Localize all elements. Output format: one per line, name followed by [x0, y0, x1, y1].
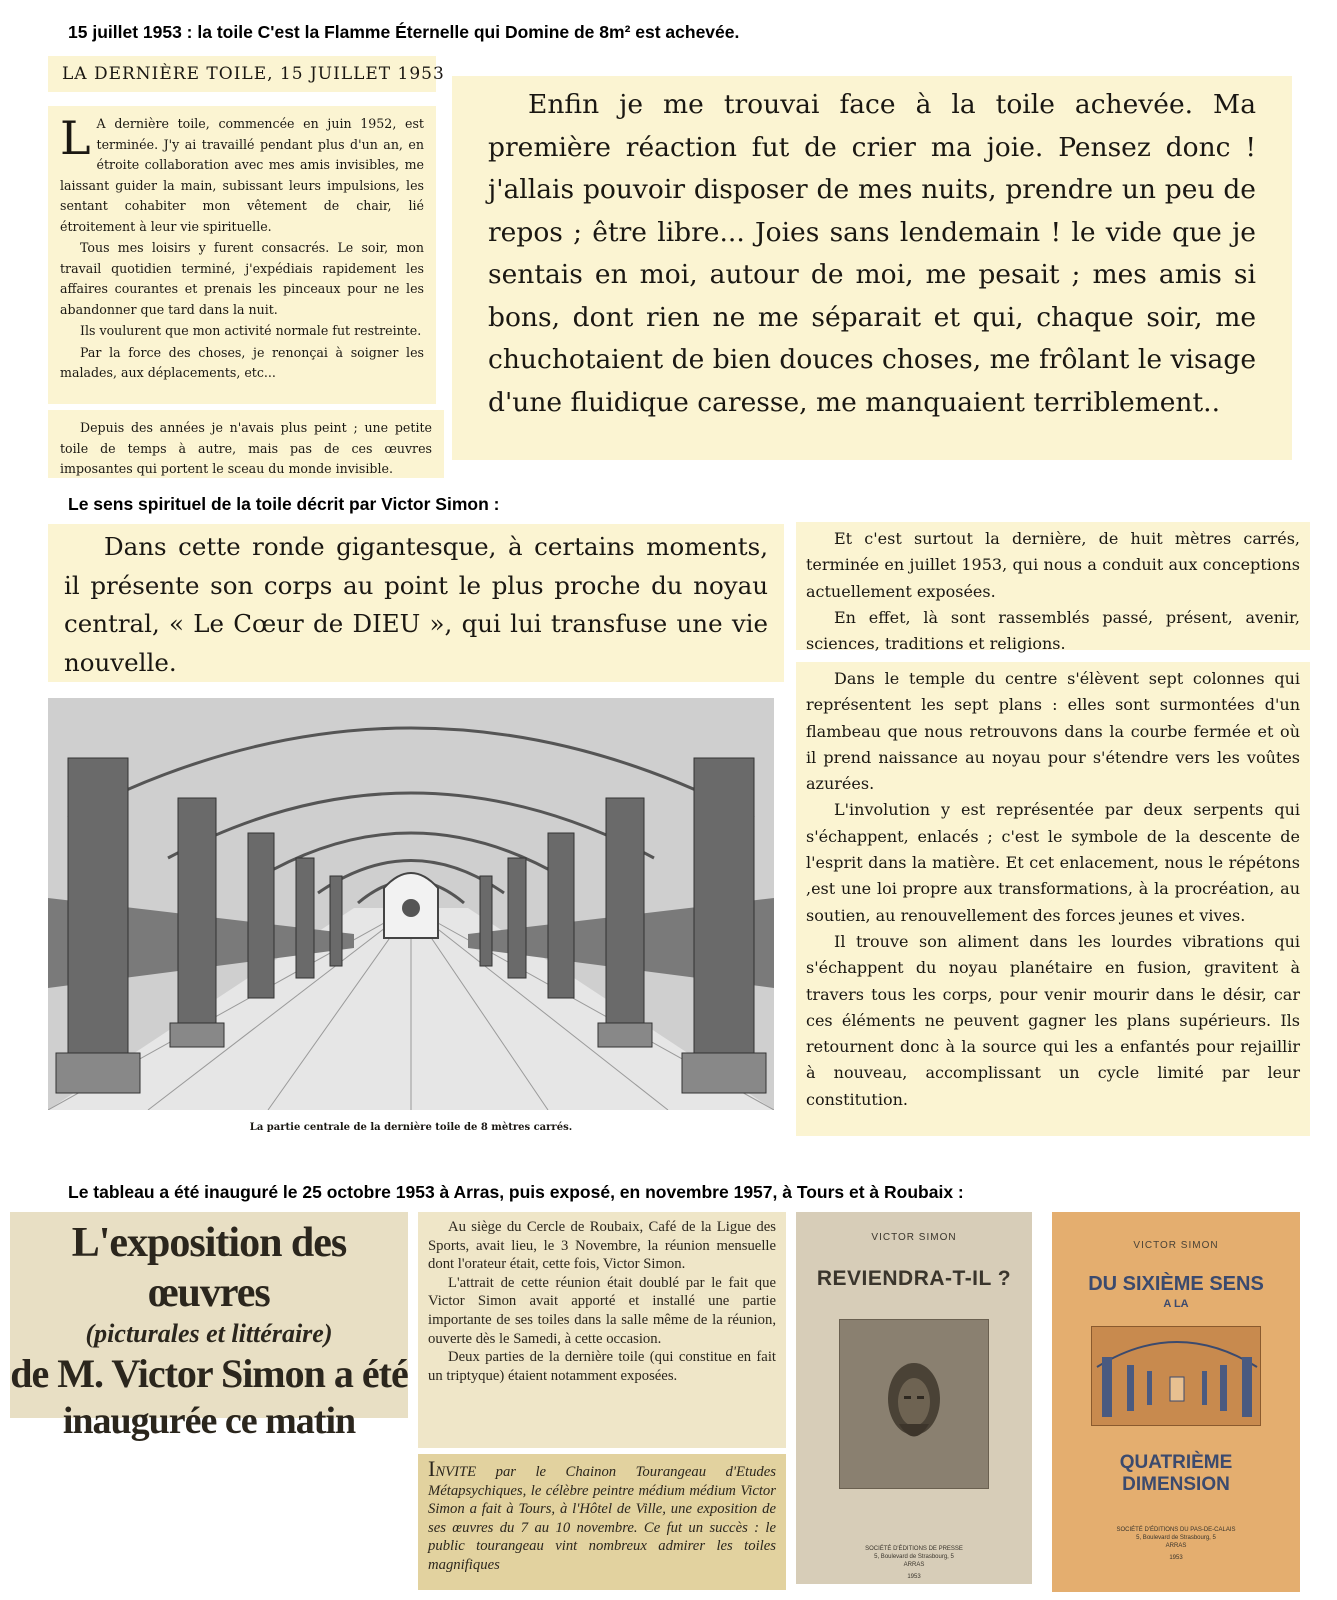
- clip-gigantic-round: [48, 524, 784, 682]
- book-title: DIMENSION: [1122, 1474, 1230, 1495]
- paragraph: Dans cette ronde gigantesque, à certains moments, il présente son corps au point le plus proche du noyau central, « Le Cœur de DIEU », qui lui transfuse une vie nouvelle.: [64, 532, 768, 677]
- newspaper-tours-article: [418, 1454, 786, 1590]
- christ-face-portrait: [839, 1319, 989, 1489]
- book-address: 5, Boulevard de Strasbourg, 5: [1136, 1535, 1216, 1541]
- paragraph: Dans le temple du centre s'élèvent sept colonnes qui représentent les sept plans : elles sont surmontées d'un flambeau que nous retrouvons dans la courbe fermée et où il prend naissance au noyau pour s'étendre vers les voûtes azurées.: [806, 669, 1300, 794]
- paragraph: Au siège du Cercle de Roubaix, Café de la Ligue des Sports, avait lieu, le 3 Novembre, la réunion mensuelle dont l'orateur était, cette fois, Victor Simon.: [428, 1219, 776, 1273]
- heading-spiritual-meaning: Le sens spirituel de la toile décrit par Victor Simon :: [68, 494, 500, 514]
- paragraph: Enfin je me trouvai face à la toile achevée. Ma première réaction fut de crier ma joie. Pensez donc ! j'allais pouvoir disposer de mes nuits, prendre un peu de repos ; être libre... Joies sans lendemain ! le vide que je sentais en moi, autour de moi, me pesait ; mes amis si bons, dont rien ne me séparait et qui, chaque soir, me chuchotaient de bien douces choses, me frôlant le visage d'une fluidique caresse, me manquaient terriblement..: [488, 89, 1256, 418]
- book-colonnade-image: [1091, 1326, 1261, 1426]
- book-address: 5, Boulevard de Strasbourg, 5: [874, 1554, 954, 1560]
- book-author: VICTOR SIMON: [1133, 1240, 1219, 1251]
- colonnade-icon: [1092, 1327, 1262, 1427]
- face-icon: [879, 1354, 949, 1454]
- clip-last-canvas-text: [48, 106, 436, 404]
- paragraph: Ils voulurent que mon activité normale fut restreinte.: [80, 323, 422, 338]
- paragraph: NVITE par le Chainon Tourangeau d'Etudes Métapsychiques, le célèbre peintre médium médium Victor Simon a fait à Tours, à l'Hôtel de Ville, une exposition de ses œuvres du 7 au 10 novembre. Ce fut un succès : le public tourangeau vint nombreux admirer les toiles magnifiques: [428, 1464, 776, 1573]
- painting-image: [48, 698, 774, 1110]
- clip-years-text: [48, 410, 444, 478]
- clip-eight-square-meters: [796, 522, 1310, 654]
- paragraph: L'involution y est représentée par deux serpents qui s'échappent, enlacés ; c'est le symbole de la descente de l'esprit dans la matière. Et cet enlacement, nous le répétons ,est une loi propre aux transformations, à la procréation, au soutien, au renouvellement des forces jeunes et vives.: [806, 800, 1300, 925]
- book-title: A LA: [1163, 1298, 1189, 1310]
- book-publisher: SOCIÉTÉ D'ÉDITIONS DE PRESSE: [865, 1546, 963, 1552]
- paragraph: Il trouve son aliment dans les lourdes vibrations qui s'échappent du noyau planétaire en fusion, gravitent à travers tous les corps, pour venir mourir dans le désir, car ces éléments ne peuvent gagner les plans supérieurs. Ils retournent donc à la source qui les a enfantés pour rejaillir à nouveau, accomplissant un cycle limité par leur constitution.: [806, 931, 1300, 1109]
- temple-colonnade-drawing: [48, 698, 774, 1110]
- clip-temple-description: [796, 662, 1310, 1136]
- paragraph: A dernière toile, commencée en juin 1952, est terminée. J'y ai travaillé pendant plus d'un an, en étroite collaboration avec mes amis invisibles, me laissant guider la main, subissant leurs impulsions, les sentant cohabiter mon vêtement de chair, lié étroitement à leur vie spirituelle.: [60, 116, 424, 234]
- paragraph: Depuis des années je n'avais plus peint ; une petite toile de temps à autre, mais pas de ces œuvres imposantes qui portent le sceau du monde invisible.: [60, 420, 432, 476]
- painting-caption: La partie centrale de la dernière toile de 8 mètres carrés.: [249, 1122, 573, 1133]
- paragraph: Par la force des choses, je renonçai à soigner les malades, aux déplacements, etc...: [60, 344, 424, 380]
- book-cover-sixieme-sens: [1052, 1212, 1300, 1592]
- headline-line: (picturales et littéraire): [85, 1319, 333, 1348]
- heading-completion: 15 juillet 1953 : la toile C'est la Flamme Éternelle qui Domine de 8m² est achevée.: [68, 22, 740, 42]
- clip-finished-canvas-quote: [452, 76, 1292, 460]
- headline-line: inaugurée ce matin: [62, 1400, 356, 1442]
- paragraph: Deux parties de la dernière toile (qui constitue en fait un triptyque) étaient notamment exposées.: [428, 1349, 776, 1384]
- book-title: QUATRIÈME: [1119, 1452, 1233, 1473]
- heading-inauguration: Le tableau a été inauguré le 25 octobre 1953 à Arras, puis exposé, en novembre 1957, à Tours et à Roubaix :: [68, 1182, 964, 1202]
- book-cover-reviendra: [796, 1212, 1032, 1584]
- headline-line: L'exposition des œuvres: [71, 1220, 347, 1316]
- paragraph: L'attrait de cette réunion était doublé par le fait que Victor Simon avait apporté et installé une partie importante de ses toiles dans la salle même de la réunion, ouverte dès le Samedi, à cette occasion.: [428, 1274, 776, 1347]
- clip-title: LA DERNIÈRE TOILE, 15 JUILLET 1953: [48, 56, 436, 92]
- newspaper-headline: [10, 1212, 408, 1442]
- book-publisher: SOCIÉTÉ D'ÉDITIONS DU PAS-DE-CALAIS: [1116, 1527, 1236, 1533]
- dropcap-letter: I: [428, 1456, 436, 1481]
- book-city: ARRAS: [1165, 1543, 1187, 1549]
- book-author: VICTOR SIMON: [871, 1232, 957, 1243]
- paragraph: En effet, là sont rassemblés passé, présent, avenir, sciences, traditions et religions.: [806, 607, 1300, 654]
- book-title: REVIENDRA-T-IL ?: [816, 1267, 1012, 1290]
- dropcap-letter: L: [60, 111, 91, 165]
- book-title: DU SIXIÈME SENS: [1088, 1273, 1264, 1295]
- headline-line: de M. Victor Simon a été: [10, 1351, 408, 1396]
- book-city: ARRAS: [903, 1562, 925, 1568]
- book-year: 1953: [907, 1574, 921, 1580]
- book-year: 1953: [1169, 1555, 1183, 1561]
- paragraph: Tous mes loisirs y furent consacrés. Le soir, mon travail quotidien terminé, j'expédiais rapidement les affaires courantes et prenais les pinceaux pour ne les abandonner que tard dans la nuit.: [60, 240, 424, 317]
- paragraph: Et c'est surtout la dernière, de huit mètres carrés, terminée en juillet 1953, qui nous a conduit aux conceptions actuellement exposées.: [806, 529, 1300, 601]
- newspaper-roubaix-article: [418, 1212, 786, 1448]
